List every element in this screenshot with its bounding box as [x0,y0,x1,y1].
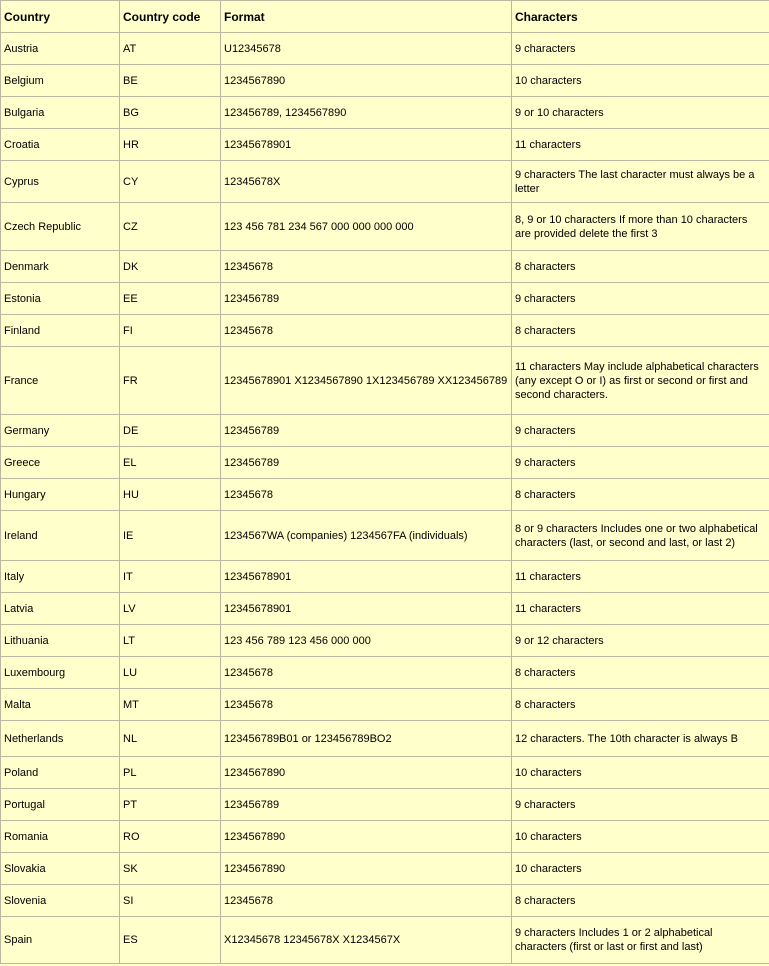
cell-characters: 10 characters [512,821,769,853]
table-row [1,561,769,593]
cell-country: Ireland [1,511,120,561]
cell-code: BE [120,65,221,97]
cell-country: Finland [1,315,120,347]
cell-format: 12345678 [221,885,512,917]
cell-characters: 9 characters [512,283,769,315]
cell-characters: 9 characters Includes 1 or 2 alphabetical characters (first or last or first and last) [512,917,769,964]
cell-format: 123456789 [221,415,512,447]
cell-country: Slovakia [1,853,120,885]
cell-format: 1234567WA (companies) 1234567FA (individuals) [221,511,512,561]
cell-code: LV [120,593,221,625]
cell-format: 12345678901 [221,593,512,625]
cell-country: Malta [1,689,120,721]
cell-code: MT [120,689,221,721]
cell-country: Belgium [1,65,120,97]
cell-code: EL [120,447,221,479]
table-row [1,657,769,689]
cell-characters: 8 characters [512,657,769,689]
cell-country: Cyprus [1,161,120,203]
header-country: Country [1,1,120,33]
cell-country: Italy [1,561,120,593]
cell-characters: 8 characters [512,885,769,917]
cell-country: Austria [1,33,120,65]
cell-country: Slovenia [1,885,120,917]
cell-code: FI [120,315,221,347]
table-row [1,161,769,203]
cell-format: X12345678 12345678X X1234567X [221,917,512,964]
cell-characters: 11 characters [512,129,769,161]
cell-country: France [1,347,120,415]
cell-code: IT [120,561,221,593]
table-row [1,97,769,129]
table-row [1,917,769,964]
cell-format: 12345678901 X1234567890 1X123456789 XX123456789 [221,347,512,415]
table-row [1,315,769,347]
cell-code: IE [120,511,221,561]
cell-country: Romania [1,821,120,853]
cell-code: PT [120,789,221,821]
cell-code: PL [120,757,221,789]
table-row [1,625,769,657]
table-row [1,593,769,625]
cell-code: AT [120,33,221,65]
cell-format: 12345678901 [221,129,512,161]
cell-code: BG [120,97,221,129]
cell-country: Latvia [1,593,120,625]
cell-characters: 9 characters The last character must always be a letter [512,161,769,203]
cell-format: 12345678X [221,161,512,203]
cell-country: Estonia [1,283,120,315]
cell-code: EE [120,283,221,315]
cell-format: 123456789 [221,789,512,821]
cell-characters: 10 characters [512,853,769,885]
cell-characters: 10 characters [512,65,769,97]
table-row [1,821,769,853]
cell-format: 1234567890 [221,821,512,853]
cell-country: Denmark [1,251,120,283]
cell-format: 123456789 [221,283,512,315]
cell-country: Bulgaria [1,97,120,129]
cell-code: CY [120,161,221,203]
cell-code: HU [120,479,221,511]
cell-code: LT [120,625,221,657]
table-row [1,885,769,917]
cell-format: 123 456 789 123 456 000 000 [221,625,512,657]
cell-country: Croatia [1,129,120,161]
table-row [1,347,769,415]
cell-format: 123 456 781 234 567 000 000 000 000 [221,203,512,251]
cell-characters: 12 characters. The 10th character is always B [512,721,769,757]
table-row [1,283,769,315]
cell-format: 12345678 [221,689,512,721]
cell-format: 1234567890 [221,757,512,789]
cell-format: 123456789 [221,447,512,479]
cell-code: ES [120,917,221,964]
cell-country: Portugal [1,789,120,821]
cell-country: Luxembourg [1,657,120,689]
cell-format: 1234567890 [221,853,512,885]
cell-format: 123456789, 1234567890 [221,97,512,129]
cell-format: U12345678 [221,33,512,65]
table-row [1,479,769,511]
cell-country: Spain [1,917,120,964]
cell-characters: 9 or 10 characters [512,97,769,129]
cell-code: RO [120,821,221,853]
cell-country: Netherlands [1,721,120,757]
table-row [1,251,769,283]
header-row [1,1,769,33]
cell-characters: 8 characters [512,689,769,721]
table-row [1,447,769,479]
cell-country: Poland [1,757,120,789]
cell-country: Lithuania [1,625,120,657]
table-row [1,129,769,161]
table-row [1,757,769,789]
cell-code: NL [120,721,221,757]
table-row [1,511,769,561]
cell-country: Hungary [1,479,120,511]
cell-code: DK [120,251,221,283]
cell-format: 12345678 [221,251,512,283]
cell-characters: 8, 9 or 10 characters If more than 10 characters are provided delete the first 3 [512,203,769,251]
table-row [1,415,769,447]
cell-characters: 10 characters [512,757,769,789]
table-row [1,65,769,97]
cell-characters: 8 or 9 characters Includes one or two alphabetical characters (last, or second and last, or last 2) [512,511,769,561]
cell-characters: 8 characters [512,251,769,283]
cell-code: SK [120,853,221,885]
header-country-code: Country code [120,1,221,33]
cell-characters: 11 characters [512,593,769,625]
cell-country: Greece [1,447,120,479]
cell-format: 12345678 [221,479,512,511]
cell-code: FR [120,347,221,415]
cell-characters: 9 characters [512,415,769,447]
header-format: Format [221,1,512,33]
table-row [1,853,769,885]
cell-characters: 9 characters [512,447,769,479]
cell-characters: 11 characters [512,561,769,593]
cell-code: LU [120,657,221,689]
cell-characters: 8 characters [512,479,769,511]
cell-code: DE [120,415,221,447]
cell-characters: 9 characters [512,33,769,65]
table-row [1,203,769,251]
cell-format: 12345678 [221,315,512,347]
cell-format: 12345678 [221,657,512,689]
header-characters: Characters [512,1,769,33]
cell-characters: 9 characters [512,789,769,821]
table-row [1,33,769,65]
cell-code: SI [120,885,221,917]
cell-format: 1234567890 [221,65,512,97]
table-row [1,789,769,821]
cell-format: 123456789B01 or 123456789BO2 [221,721,512,757]
cell-characters: 11 characters May include alphabetical characters (any except O or I) as first or second or first and second characters. [512,347,769,415]
cell-characters: 9 or 12 characters [512,625,769,657]
table-row [1,721,769,757]
cell-country: Czech Republic [1,203,120,251]
cell-code: HR [120,129,221,161]
cell-code: CZ [120,203,221,251]
cell-country: Germany [1,415,120,447]
cell-characters: 8 characters [512,315,769,347]
table-row [1,689,769,721]
cell-format: 12345678901 [221,561,512,593]
